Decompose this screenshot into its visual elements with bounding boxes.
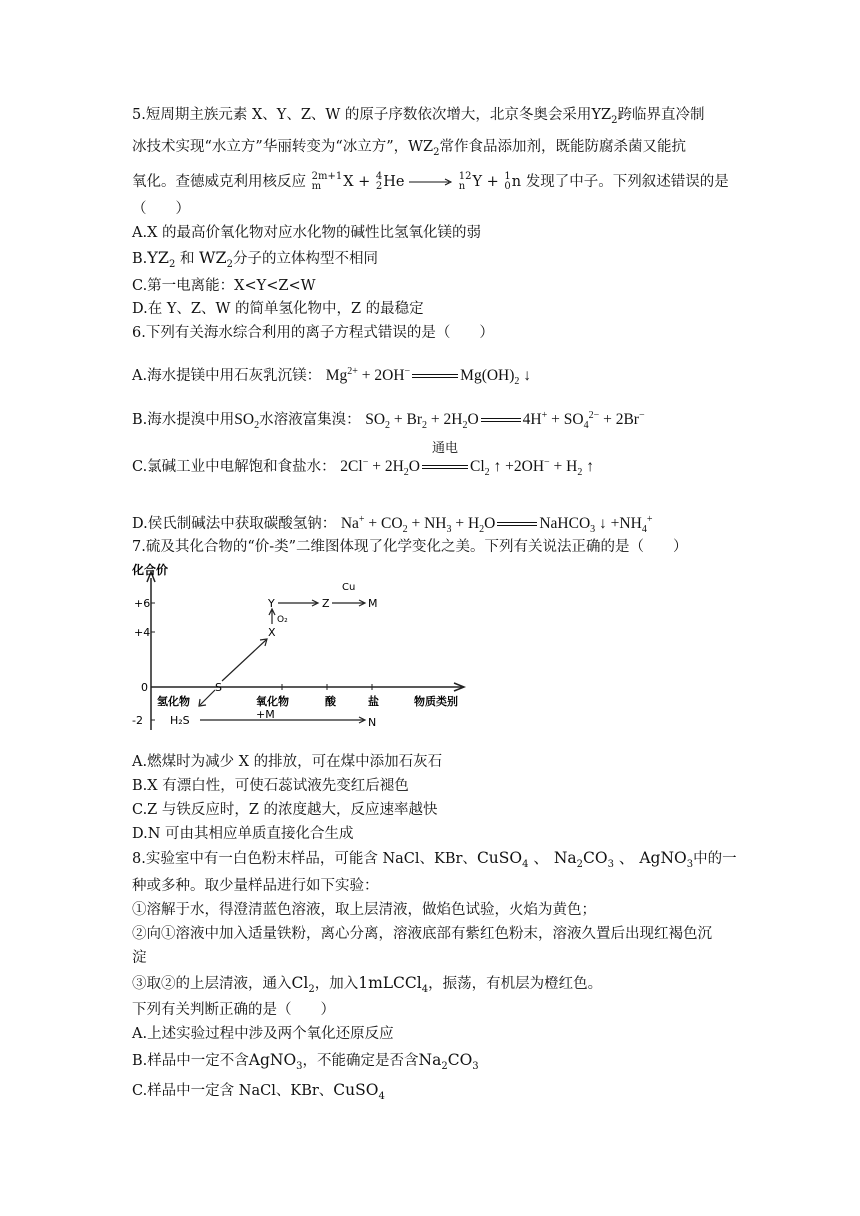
reaction-arrow <box>409 177 453 187</box>
valence-class-diagram <box>132 560 477 745</box>
q7-option-a: A.燃煤时为减少 X 的排放，可在煤中添加石灰石 <box>132 754 443 770</box>
q8-step-1: ①溶解于水，得澄清蓝色溶液，取上层清液，做焰色试验，火焰为黄色； <box>132 902 596 918</box>
reagent-plus-m: +M <box>256 708 275 721</box>
reagent-o2: O₂ <box>277 615 288 625</box>
yz2-formula: $YZ_2$ <box>591 107 618 126</box>
q8-option-a: A.上述实验过程中涉及两个氧化还原反应 <box>132 1026 394 1042</box>
q8-option-c: C.样品中一定含 NaCl、KBr、CuSO$_4$ <box>132 1081 385 1103</box>
species-s: S <box>215 681 222 694</box>
species-z: Z <box>322 597 330 610</box>
q8-stem-line-2: 种或多种。取少量样品进行如下实验： <box>132 878 379 894</box>
wz2-formula: $WZ_2$ <box>408 139 440 158</box>
q5-stem-text: 跨临界直冷制 <box>617 107 705 123</box>
species-y: Y <box>268 597 275 610</box>
q6-stem: 6.下列有关海水综合利用的离子方程式错误的是（ ） <box>132 325 494 341</box>
q5-option-d: D.在 Y、Z、W 的简单氢化物中，Z 的最稳定 <box>132 301 424 317</box>
species-m: M <box>368 597 378 610</box>
q5-stem-line-1 <box>132 105 704 131</box>
species-x: X <box>268 626 276 639</box>
nuclear-reaction: 2m+1 m X + 4 2He 12 n Y + 1 0n <box>311 171 522 192</box>
q6-option-d: D.侯氏制碱法中获取碳酸氢钠： $Na^+ + CO_2 + NH_3 + H_2O$ NaHCO$_3$ ↓ $+NH_4^+$ <box>132 514 653 536</box>
category-label: 氢化物 <box>157 695 190 708</box>
q5-stem-text: 5.短周期主族元素 X、Y、Z、W 的原子序数依次增大，北京冬奥会采用 <box>132 107 592 123</box>
species-h2s: H₂S <box>170 714 190 727</box>
q7-option-b: B.X 有漂白性，可使石蕊试液先变红后褪色 <box>132 778 409 794</box>
category-label: 盐 <box>368 695 379 708</box>
q8-stem-line-1: 8.实验室中有一白色粉末样品，可能含 NaCl、KBr、CuSO$_4$ 、 $Na_2CO_3$ 、 AgNO$_3$中的一 <box>132 849 737 871</box>
q6-option-a: A.海水提镁中用石灰乳沉镁： $Mg^{2+} + 2OH^-$ $Mg(OH)_2$ ↓ <box>132 366 532 388</box>
q7-option-d: D.N 可由其相应单质直接化合生成 <box>132 826 354 842</box>
q7-stem: 7.硫及其化合物的“价-类”二维图体现了化学变化之美。下列有关说法正确的是（ ） <box>132 539 688 555</box>
y-tick-label: +6 <box>134 597 151 610</box>
q7-option-c: C.Z 与铁反应时，Z 的浓度越大，反应速率越快 <box>132 802 438 818</box>
q8-question: 下列有关判断正确的是（ ） <box>132 1002 335 1018</box>
y-tick-label: +4 <box>134 626 151 639</box>
q5-stem-text: 氧化。查德威克利用核反应 <box>132 174 306 190</box>
y-axis-title: 化合价 <box>132 563 169 577</box>
q5-stem-text: 发现了中子。下列叙述错误的是 <box>525 174 729 190</box>
x-axis-title: 物质类别 <box>414 695 458 708</box>
q5-stem-text: 冰技术实现“水立方”华丽转变为“冰立方”， <box>132 139 409 155</box>
q5-stem-line-3 <box>132 172 729 192</box>
q8-step-3: ③取②的上层清液，通入$Cl_2$，加入1mLCCl$_4$，振荡，有机层为橙红色。 <box>132 974 603 996</box>
category-label: 氧化物 <box>256 695 289 708</box>
q8-step-2-line-2: 淀 <box>132 950 147 966</box>
q6-option-c: C.氯碱工业中电解饱和食盐水： $2Cl^- + 2H_2O$ 通电 $Cl_2$ ↑ $+2OH^- + H_2$ ↑ <box>132 441 594 479</box>
q5-option-c: C.第一电离能：X<Y<Z<W <box>132 278 316 294</box>
electrolysis-condition: 通电 <box>431 441 458 457</box>
q8-step-2-line-1: ②向①溶液中加入适量铁粉，离心分离，溶液底部有紫红色粉末，溶液久置后出现红褐色沉 <box>132 926 712 942</box>
species-n: N <box>368 716 377 729</box>
category-label: 酸 <box>325 695 336 708</box>
q5-blank: （ ） <box>132 201 190 217</box>
reagent-cu: Cu <box>342 582 356 593</box>
q6-option-b: B.海水提溴中用$SO_2$水溶液富集溴： $SO_2 + Br_2 + 2H_2O$ $4H^+ + SO_4^{2-} + 2Br^-$ <box>132 410 645 432</box>
q5-stem-line-2 <box>132 137 686 163</box>
y-tick-label: 0 <box>141 681 148 694</box>
q5-option-a: A.X 的最高价氧化物对应水化物的碱性比氢氧化镁的弱 <box>132 225 482 241</box>
y-tick-label: -2 <box>132 714 143 727</box>
q5-option-b: $B.YZ_2$ 和 $WZ_2$分子的立体构型不相同 <box>132 248 378 270</box>
q8-option-b: B.样品中一定不含AgNO$_3$，不能确定是否含$Na_2CO_3$ <box>132 1051 479 1073</box>
q5-stem-text: 常作食品添加剂，既能防腐杀菌又能抗 <box>439 139 687 155</box>
